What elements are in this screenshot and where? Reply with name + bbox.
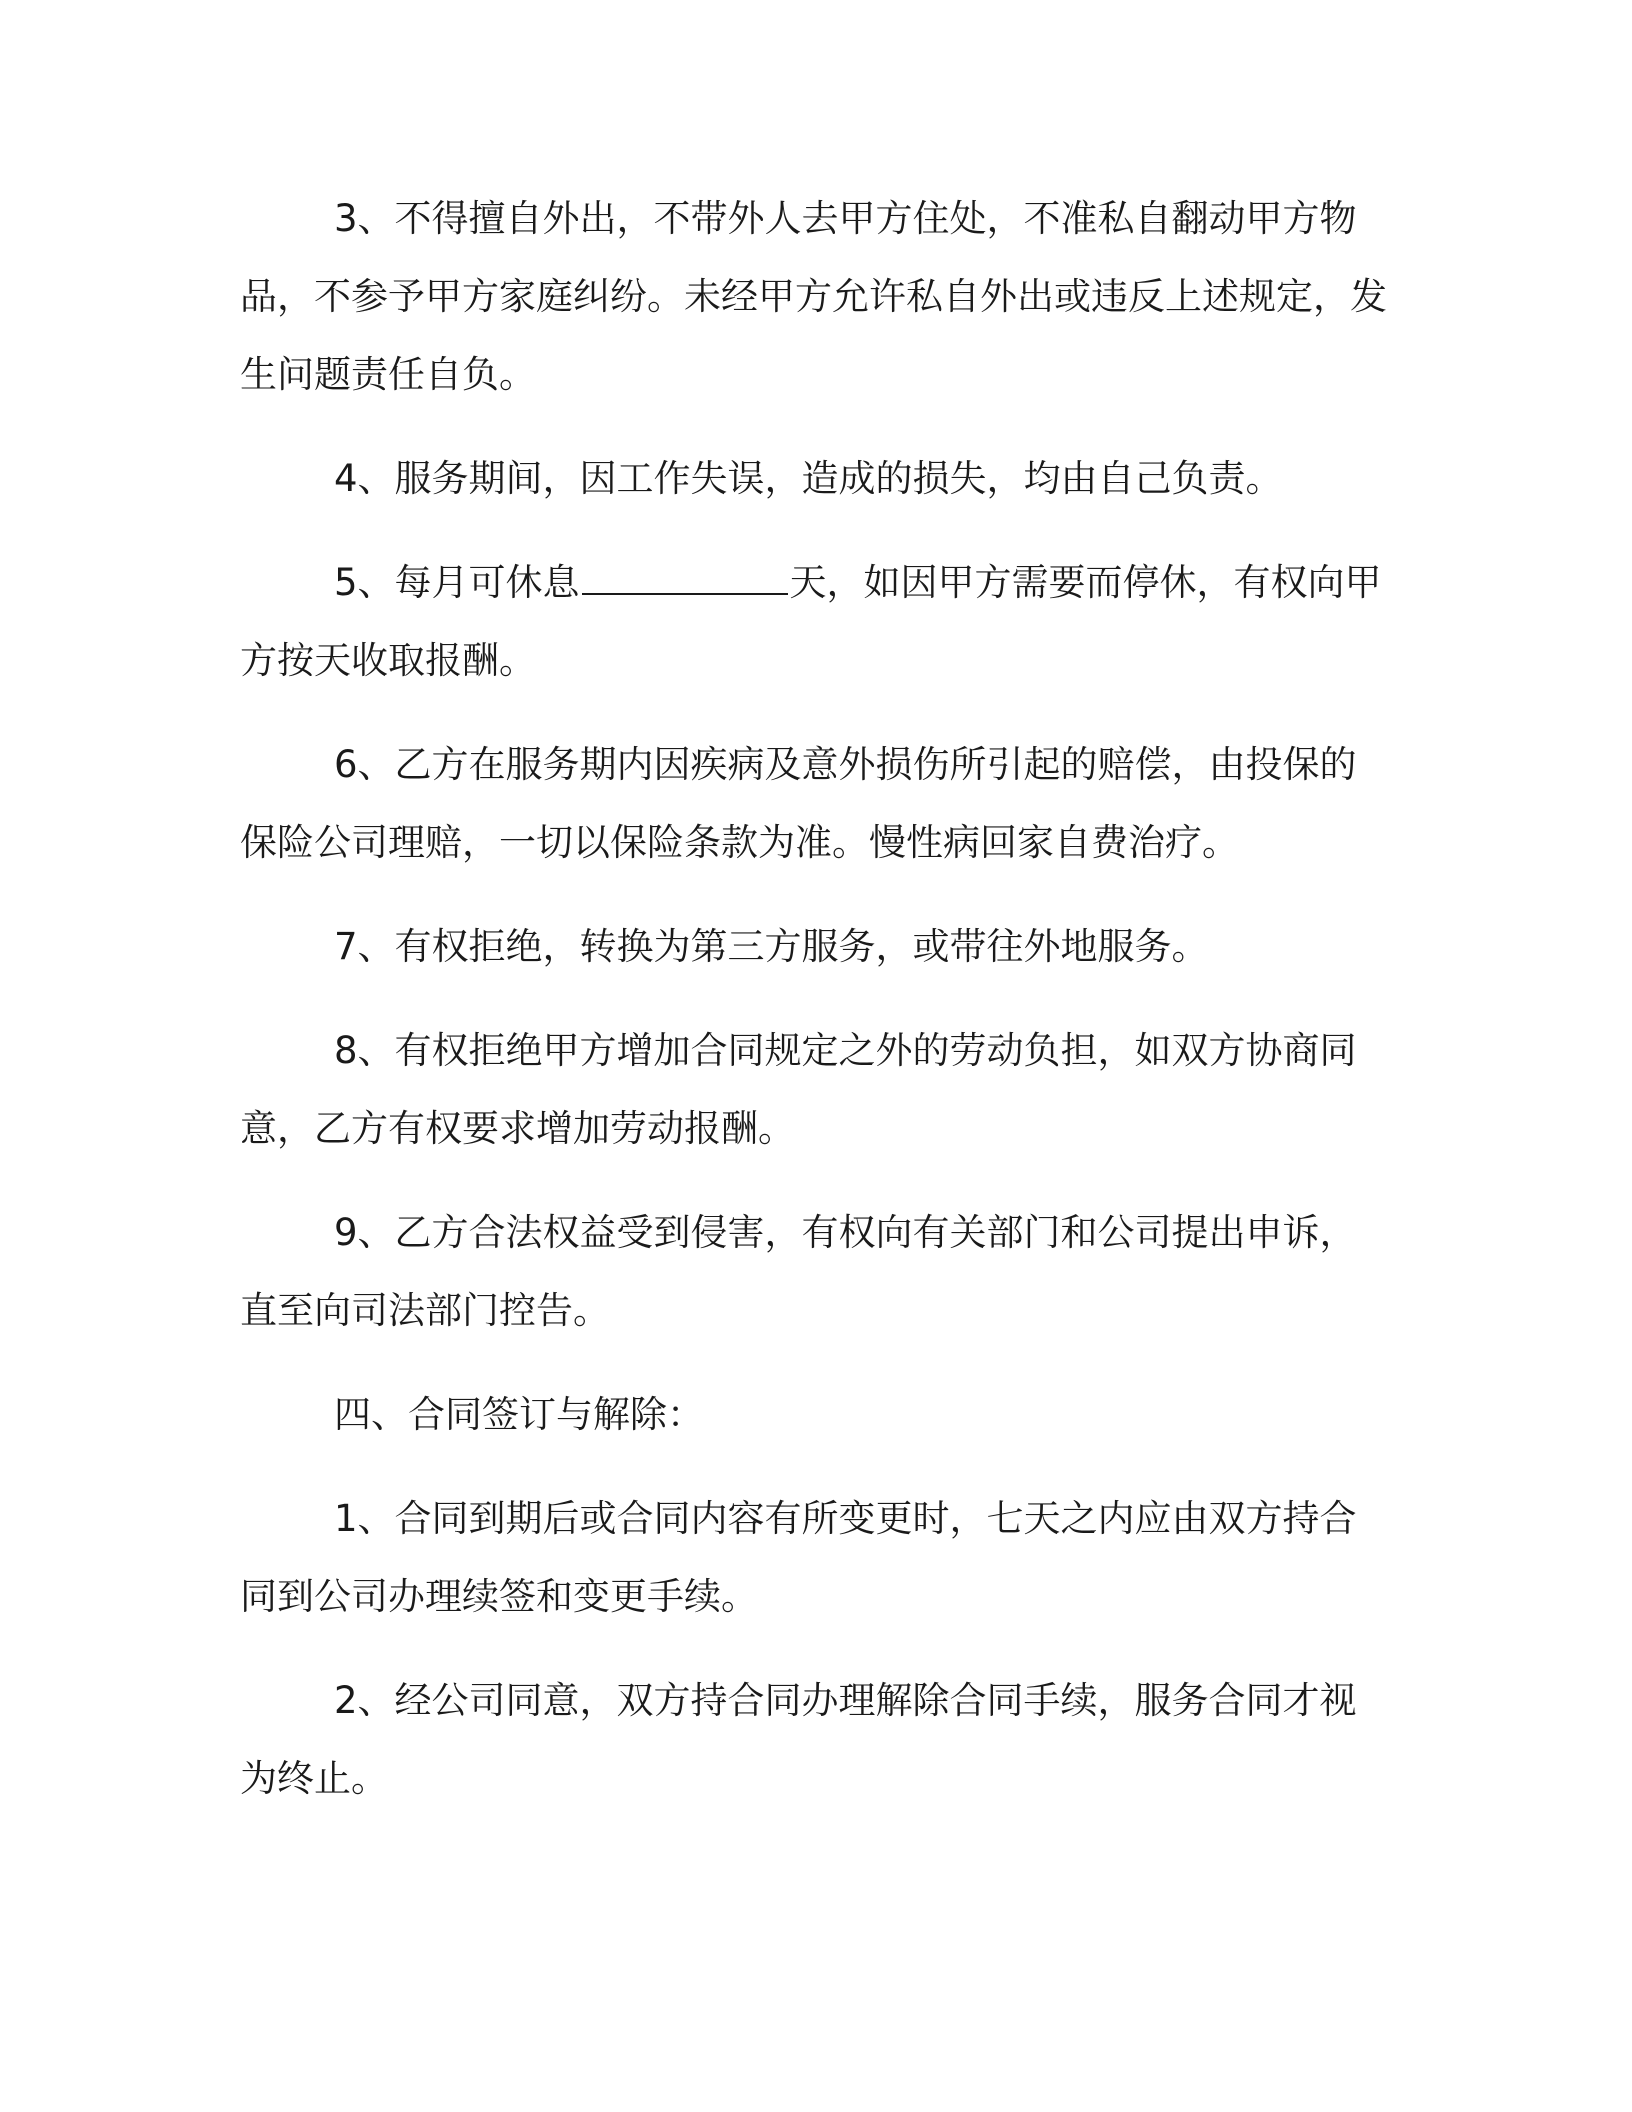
clause-9: 9、乙方合法权益受到侵害，有权向有关部门和公司提出申诉，直至向司法部门控告。 bbox=[240, 1211, 1357, 1332]
clause-6: 6、乙方在服务期内因疾病及意外损伤所引起的赔偿，由投保的保险公司理赔，一切以保险条款为准。慢性病回家自费治疗。 bbox=[240, 743, 1357, 864]
clause-4: 4、服务期间，因工作失误，造成的损失，均由自己负责。 bbox=[334, 457, 1283, 500]
section-4-clause-2: 2、经公司同意，双方持合同办理解除合同手续，服务合同才视为终止。 bbox=[240, 1679, 1357, 1800]
clause-5 bbox=[240, 544, 1392, 700]
clause-3: 3、不得擅自外出，不带外人去甲方住处，不准私自翻动甲方物品，不参予甲方家庭纠纷。未经甲方允许私自外出或违反上述规定，发生问题责任自负。 bbox=[240, 197, 1387, 396]
section-4-clause-1: 1、合同到期后或合同内容有所变更时，七天之内应由双方持合同到公司办理续签和变更手续。 bbox=[240, 1497, 1357, 1618]
clause-5-after: 天，如因甲方需要而停休，有权向甲方按天收取报酬。 bbox=[240, 561, 1382, 682]
clause-7: 7、有权拒绝，转换为第三方服务，或带往外地服务。 bbox=[334, 925, 1209, 968]
blank-days-field bbox=[582, 563, 788, 595]
clause-8: 8、有权拒绝甲方增加合同规定之外的劳动负担，如双方协商同意，乙方有权要求增加劳动报酬。 bbox=[240, 1029, 1357, 1150]
document-page bbox=[240, 180, 1392, 1844]
clause-5-before: 5、每月可休息 bbox=[334, 561, 580, 604]
section-heading-4: 四、合同签订与解除： bbox=[334, 1393, 704, 1436]
